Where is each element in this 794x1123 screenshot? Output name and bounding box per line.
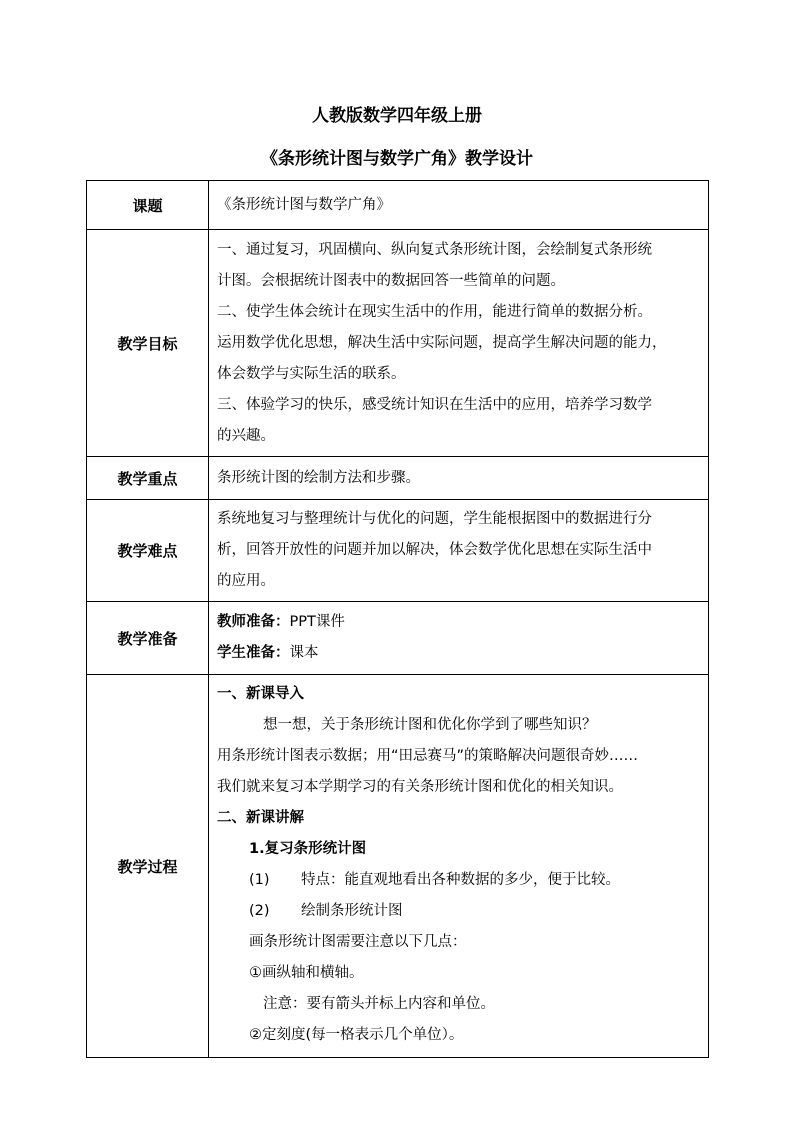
intro-text: 我们就来复习本学期学习的有关条形统计图和优化的相关知识。 bbox=[217, 779, 623, 795]
table-row-key-points bbox=[87, 457, 709, 500]
process-content bbox=[209, 675, 709, 1058]
table-row-preparation bbox=[87, 602, 709, 675]
topic-label: 课题 bbox=[87, 181, 209, 230]
difficulties-line: 系统地复习与整理统计与优化的问题，学生能根据图中的数据进行分 bbox=[217, 511, 652, 527]
step-item: ②定刻度(每一格表示几个单位）。 bbox=[249, 1027, 464, 1043]
teacher-preparation bbox=[217, 607, 702, 638]
list-item-text: 特点：能直观地看出各种数据的多少，便于比较。 bbox=[301, 872, 620, 888]
difficulties-label: 教学难点 bbox=[87, 500, 209, 602]
intro-question: 想一想，关于条形统计图和优化你学到了哪些知识？ bbox=[263, 717, 597, 733]
lesson-plan-table bbox=[86, 180, 709, 1058]
table-row-difficulties bbox=[87, 500, 709, 602]
notes-intro: 画条形统计图需要注意以下几点： bbox=[249, 934, 467, 950]
difficulties-line: 析，回答开放性的问题并加以解决，体会数学优化思想在实际生活中 bbox=[217, 542, 652, 558]
table-row-topic bbox=[87, 181, 709, 230]
table-row-process bbox=[87, 675, 709, 1058]
key-points-value: 条形统计图的绘制方法和步骤。 bbox=[209, 457, 709, 500]
list-item-number: (2) bbox=[249, 903, 270, 919]
teacher-preparation-value: PPT课件 bbox=[289, 614, 345, 630]
list-item-text: 绘制条形统计图 bbox=[301, 903, 403, 919]
step-item: ①画纵轴和横轴。 bbox=[249, 965, 364, 981]
student-preparation bbox=[217, 638, 702, 669]
teacher-preparation-label: 教师准备： bbox=[217, 614, 290, 630]
process-label: 教学过程 bbox=[87, 675, 209, 1058]
goals-line: 计图。会根据统计图表中的数据回答一些简单的问题。 bbox=[217, 272, 565, 289]
subsection-heading: 1.复习条形统计图 bbox=[249, 841, 367, 857]
preparation-label: 教学准备 bbox=[87, 602, 209, 675]
list-item bbox=[217, 896, 702, 927]
intro-text: 用条形统计图表示数据；用“田忌赛马”的策略解决问题很奇妙…… bbox=[217, 748, 639, 764]
goals-line: 一、通过复习，巩固横向、纵向复式条形统计图，会绘制复式条形统 bbox=[217, 241, 652, 258]
difficulties-content bbox=[209, 500, 709, 602]
document-title: 人教版数学四年级上册 bbox=[312, 106, 482, 126]
list-item bbox=[217, 865, 702, 896]
section-heading: 二、新课讲解 bbox=[217, 810, 304, 826]
goals-line: 三、体验学习的快乐，感受统计知识在生活中的应用，培养学习数学 bbox=[217, 396, 652, 413]
student-preparation-value: 课本 bbox=[289, 645, 319, 661]
list-item-number: (1) bbox=[249, 872, 270, 888]
goals-line: 的兴趣。 bbox=[217, 427, 275, 444]
key-points-label: 教学重点 bbox=[87, 457, 209, 500]
goals-content bbox=[209, 230, 709, 457]
goals-line: 运用数学优化思想，解决生活中实际问题，提高学生解决问题的能力， bbox=[217, 334, 667, 351]
document-subtitle: 《条形统计图与数学广角》教学设计 bbox=[261, 149, 533, 169]
table-row-goals bbox=[87, 230, 709, 457]
section-heading: 一、新课导入 bbox=[217, 686, 304, 702]
step-note: 注意：要有箭头并标上内容和单位。 bbox=[263, 996, 495, 1012]
preparation-content bbox=[209, 602, 709, 675]
student-preparation-label: 学生准备： bbox=[217, 645, 290, 661]
goals-line: 体会数学与实际生活的联系。 bbox=[217, 365, 406, 382]
goals-label: 教学目标 bbox=[87, 230, 209, 457]
topic-value: 《条形统计图与数学广角》 bbox=[209, 181, 709, 230]
difficulties-line: 的应用。 bbox=[217, 573, 275, 589]
goals-line: 二、使学生体会统计在现实生活中的作用，能进行简单的数据分析。 bbox=[217, 303, 652, 320]
